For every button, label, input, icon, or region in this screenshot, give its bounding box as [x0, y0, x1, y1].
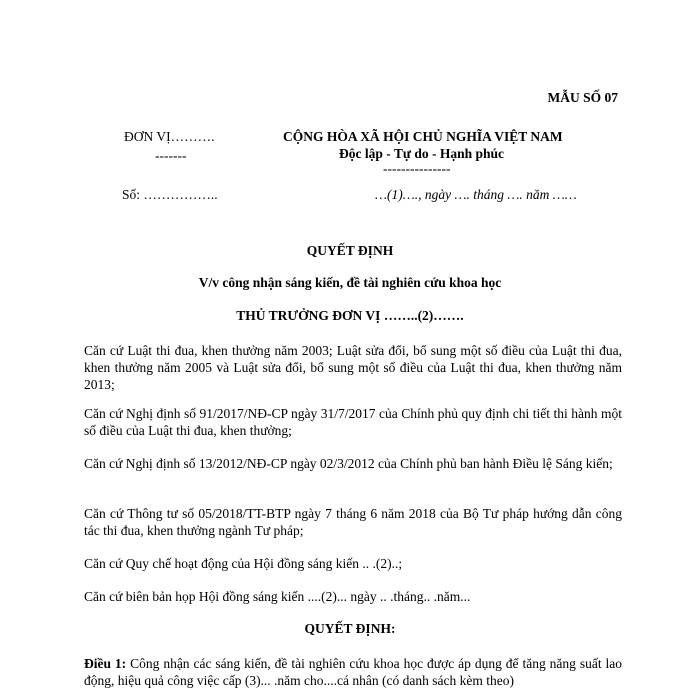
- unit-dashes: -------: [155, 148, 187, 163]
- motto-dashes: ---------------: [383, 161, 451, 176]
- document-title: QUYẾT ĐỊNH: [306, 243, 394, 258]
- legal-basis-3: Căn cứ Nghị định số 13/2012/NĐ-CP ngày 02/3/2012 của Chính phủ ban hành Điều lệ Sáng kiến;: [84, 456, 613, 471]
- legal-basis-1: Căn cứ Luật thi đua, khen thưởng năm 2003; Luật sửa đổi, bổ sung một số điều của Luật thi đua, khen thưởng năm 2005 và Luật sửa đổi, bổ sung một số điều của Luật thi đua, khen thưởng năm 2013;: [84, 343, 622, 392]
- legal-basis-2: Căn cứ Nghị định số 91/2017/NĐ-CP ngày 31/7/2017 của Chính phủ quy định chi tiết thi hành một số điều của Luật thi đua, khen thưởng;: [84, 406, 622, 438]
- legal-basis-6: Căn cứ biên bản họp Hội đồng sáng kiến ....(2)... ngày .. .tháng.. .năm...: [84, 589, 471, 604]
- article-1-text: Công nhận các sáng kiến, đề tài nghiên cứu khoa học được áp dụng để tăng năng suất lao động, hiệu quả công việc cấp (3)... .năm cho....cá nhân (có danh sách kèm theo): [84, 656, 622, 688]
- issuing-authority: THỦ TRƯỞNG ĐƠN VỊ ……..(2)…….: [236, 308, 464, 323]
- nation-motto: Độc lập - Tự do - Hạnh phúc: [339, 146, 505, 161]
- document-number: Số: ……………..: [122, 187, 218, 202]
- legal-basis-4: Căn cứ Thông tư số 05/2018/TT-BTP ngày 7 tháng 6 năm 2018 của Bộ Tư pháp hướng dẫn công tác thi đua, khen thưởng ngành Tư pháp;: [84, 506, 622, 538]
- unit-name: ĐƠN VỊ……….: [124, 129, 215, 144]
- place-date: …(1)…., ngày …. tháng …. năm ……: [375, 187, 577, 202]
- document-subtitle: V/v công nhận sáng kiến, đề tài nghiên cứu khoa học: [198, 275, 502, 290]
- legal-basis-5: Căn cứ Quy chế hoạt động của Hội đồng sáng kiến .. .(2)..;: [84, 556, 403, 571]
- decision-heading: QUYẾT ĐỊNH:: [304, 621, 396, 636]
- form-code: MẪU SỐ 07: [547, 90, 618, 105]
- nation-title: CỘNG HÒA XÃ HỘI CHỦ NGHĨA VIỆT NAM: [283, 129, 563, 144]
- article-1: [84, 655, 622, 689]
- article-1-label: Điều 1:: [84, 656, 127, 671]
